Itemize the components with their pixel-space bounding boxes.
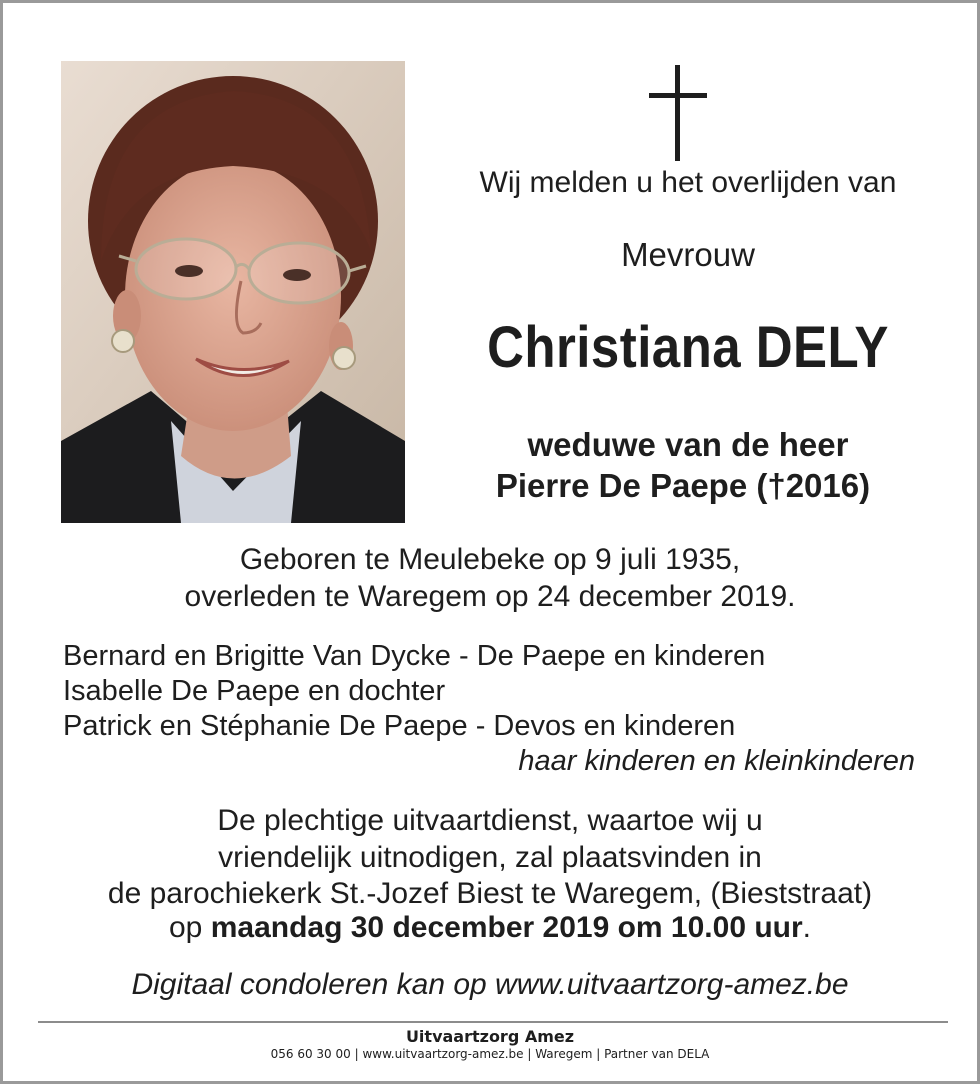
family-member: Isabelle De Paepe en dochter bbox=[63, 675, 446, 707]
family-member: Bernard en Brigitte Van Dycke - De Paepe en kinderen bbox=[63, 640, 766, 672]
portrait-photo bbox=[61, 61, 405, 523]
cross-icon bbox=[649, 65, 707, 161]
family-member: Patrick en Stéphanie De Paepe - Devos en kinderen bbox=[63, 710, 736, 742]
footer-divider bbox=[38, 1021, 948, 1023]
death-info: overleden te Waregem op 24 december 2019. bbox=[184, 580, 796, 613]
birth-info: Geboren te Meulebeke op 9 juli 1935, bbox=[239, 543, 741, 576]
widow-line-1: weduwe van de heer bbox=[527, 426, 849, 463]
family-role: haar kinderen en kleinkinderen bbox=[518, 745, 915, 777]
service-date: maandag 30 december 2019 om 10.00 uur bbox=[210, 911, 803, 944]
service-line-3: de parochiekerk St.-Jozef Biest te Waregem, (Bieststraat) bbox=[107, 877, 873, 910]
service-line-1: De plechtige uitvaartdienst, waartoe wij u bbox=[217, 804, 763, 837]
funeral-home-name: Uitvaartzorg Amez bbox=[405, 1027, 575, 1046]
deceased-name: Christiana DELY bbox=[487, 315, 889, 380]
widow-line-2: Pierre De Paepe (†2016) bbox=[495, 467, 871, 504]
condolence-text: Digitaal condoleren kan op www.uitvaartzorg-amez.be bbox=[131, 968, 849, 1001]
service-date-suffix: . bbox=[802, 911, 812, 944]
funeral-home-details: 056 60 30 00 | www.uitvaartzorg-amez.be | Waregem | Partner van DELA bbox=[270, 1047, 710, 1061]
service-date-prefix: op bbox=[168, 911, 211, 944]
service-line-2: vriendelijk uitnodigen, zal plaatsvinden in bbox=[218, 841, 762, 874]
announcement-intro: Wij melden u het overlijden van bbox=[479, 166, 897, 199]
salutation: Mevrouw bbox=[621, 236, 755, 273]
service-date-line bbox=[3, 911, 977, 945]
